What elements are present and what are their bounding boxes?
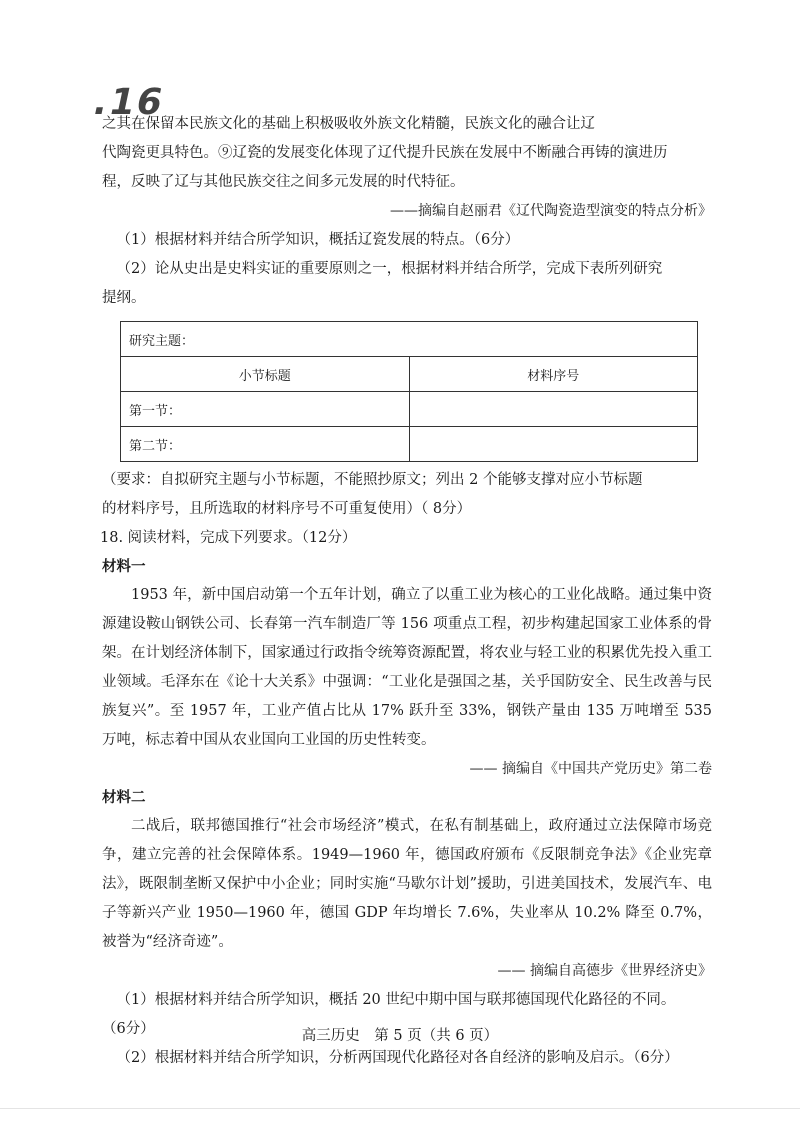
scan-edge-line [0,1108,800,1109]
q17-requirement: （要求：自拟研究主题与小节标题，不能照抄原文；列出 2 个能够支撑对应小节标题 [102,472,643,488]
q17-part1: （1）根据材料并结合所学知识，概括辽瓷发展的特点。（6分） [116,232,520,248]
table-row-section-2: 第二节： [121,427,410,462]
table-row-section-1: 第一节： [121,392,410,427]
material-2-text: 二战后，联邦德国推行“社会市场经济”模式，在私有制基础上，政府通过立法保障市场竞争，建立完善的社会保障体系。1949—1960 年，德国政府颁布《反限制竞争法》《企业宪章法》，既限制垄断又保护中小企业；同时实施“马歇尔计划”援助，引进美国技术，发展汽车、电子等新兴产业 1950—1960 年，德国 GDP 年均增长 7.6%，失业率从 10.2% 降至 0.7%，被誉为“经济奇迹”。 [102,818,712,950]
intro-source: ——摘编自赵丽君《辽代陶瓷造型演变的特点分析》 [390,203,712,219]
q18-part2: （2）根据材料并结合所学知识，分析两国现代化路径对各自经济的影响及启示。（6分） [116,1050,679,1066]
q17-part2-cont: 提纲。 [102,290,146,306]
intro-line: 代陶瓷更具特色。⑨辽瓷的发展变化体现了辽代提升民族在发展中不断融合再铸的演进历 [102,145,668,161]
q17-part2: （2）论从史出是史料实证的重要原则之一，根据材料并结合所学，完成下表所列研究 [116,261,663,277]
table-header-material-number: 材料序号 [409,357,698,392]
intro-line: 之其在保留本民族文化的基础上积极吸收外族文化精髓，民族文化的融合让辽 [102,116,595,132]
table-cell-empty [409,392,698,427]
page-footer: 高三历史 第 5 页（共 6 页） [301,1028,499,1044]
page-content [102,110,712,1073]
handwritten-page-mark: .16 [89,82,169,123]
q17-requirement-cont: 的材料序号，且所选取的材料序号不可重复使用）（ 8分） [102,501,472,517]
material-2-source: —— 摘编自高德步《世界经济史》 [497,963,712,979]
table-header-section-title: 小节标题 [121,357,410,392]
table-topic-cell: 研究主题： [121,322,698,357]
material-2-title: 材料二 [102,790,146,806]
material-1-text: 1953 年，新中国启动第一个五年计划，确立了以重工业为核心的工业化战略。通过集中资源建设鞍山钢铁公司、长春第一汽车制造厂等 156 项重点工程，初步构建起国家工业体系的骨架。在计划经济体制下，国家通过行政指令统筹资源配置，将农业与轻工业的积累优先投入重工业领域。毛泽东在《论十大关系》中强调：“工业化是强国之基，关乎国防安全、民生改善与民族复兴”。至 1957 年，工业产值占比从 17% 跃升至 33%，钢铁产量由 135 万吨增至 535 万吨，标志着中国从农业国向工业国的历史性转变。 [102,587,712,748]
research-outline-table [120,321,698,462]
material-1-source: —— 摘编自《中国共产党历史》第二卷 [469,761,712,777]
q18-heading: 18. 阅读材料，完成下列要求。（12分） [100,530,357,546]
table-cell-empty [409,427,698,462]
material-1-title: 材料一 [102,559,146,575]
q18-part1-cont: （6分） [102,1021,155,1037]
q18-part1: （1）根据材料并结合所学知识，概括 20 世纪中期中国与联邦德国现代化路径的不同。 [116,992,676,1008]
intro-line: 程，反映了辽与其他民族交往之间多元发展的时代特征。 [102,174,465,190]
